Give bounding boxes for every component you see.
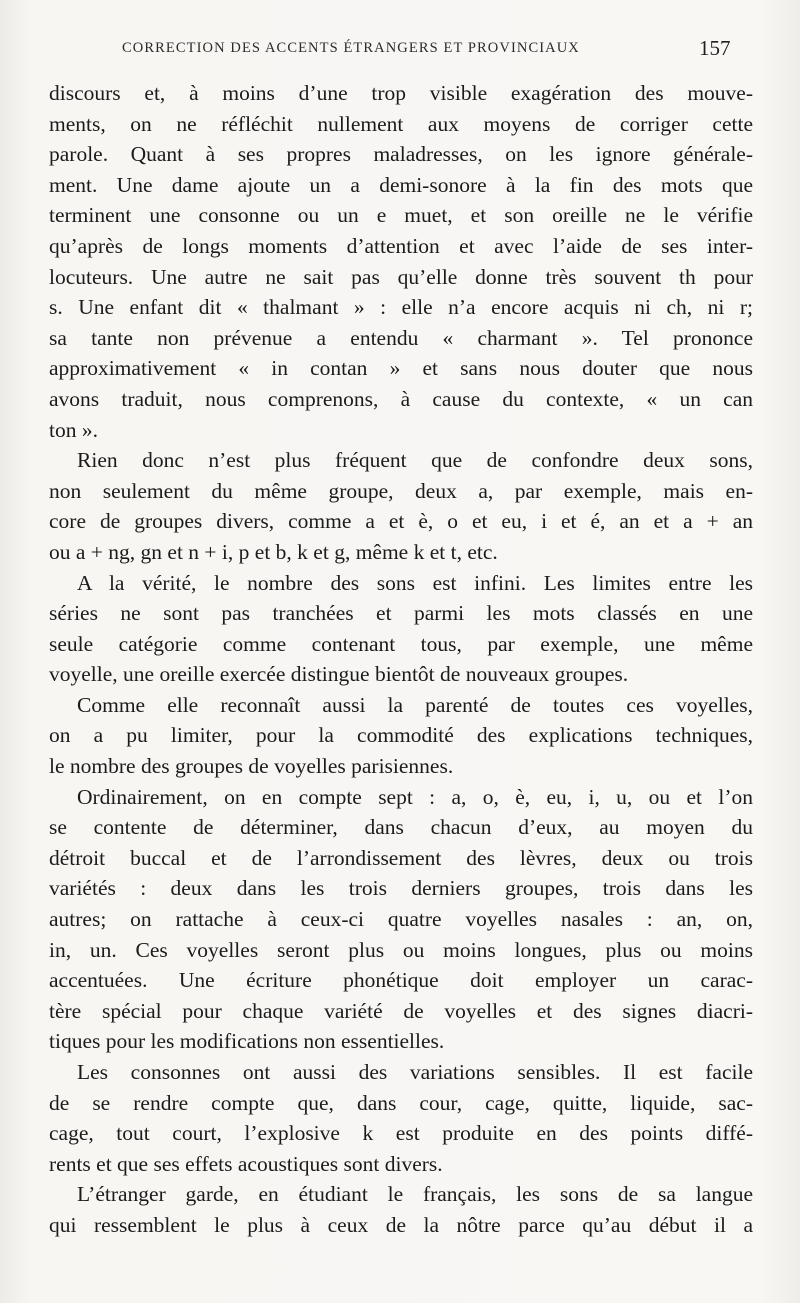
text-line: voyelle, une oreille exercée distingue bientôt de nouveaux groupes. bbox=[49, 662, 629, 687]
text-line: locuteurs. Une autre ne sait pas qu’elle donne très souvent th pour bbox=[49, 264, 753, 289]
text-line: séries ne sont pas tranchées et parmi les mots classés en une bbox=[49, 601, 753, 626]
text-line: Les consonnes ont aussi des variations sensibles. Il est facile bbox=[77, 1060, 753, 1084]
text-line: sa tante non prévenue a entendu « charmant ». Tel prononce bbox=[49, 325, 753, 350]
text-line: accentuées. Une écriture phonétique doit employer un carac- bbox=[49, 968, 753, 993]
text-line: de se rendre compte que, dans cour, cage, quitte, liquide, sac- bbox=[49, 1090, 753, 1115]
body-text bbox=[49, 78, 753, 1241]
text-line: parole. Quant à ses propres maladresses, on les ignore générale- bbox=[49, 142, 753, 167]
text-line: avons traduit, nous comprenons, à cause du contexte, « un can bbox=[49, 386, 753, 411]
text-line: tiques pour les modifications non essentielles. bbox=[49, 1029, 445, 1054]
text-line: ou a + ng, gn et n + i, p et b, k et g, même k et t, etc. bbox=[49, 539, 498, 564]
text-line: autres; on rattache à ceux-ci quatre voyelles nasales : an, on, bbox=[49, 907, 753, 932]
text-line: ments, on ne réfléchit nullement aux moyens de corriger cette bbox=[49, 111, 753, 136]
text-line: se contente de déterminer, dans chacun d’eux, au moyen du bbox=[49, 815, 753, 840]
text-line: le nombre des groupes de voyelles parisiennes. bbox=[49, 754, 454, 779]
text-line: discours et, à moins d’une trop visible exagération des mouve- bbox=[49, 81, 753, 105]
text-line: on a pu limiter, pour la commodité des explications techniques, bbox=[49, 723, 753, 748]
text-line: tère spécial pour chaque variété de voyelles et des signes diacri- bbox=[49, 998, 753, 1023]
text-line: seule catégorie comme contenant tous, par exemple, une même bbox=[49, 631, 753, 656]
text-line: ment. Une dame ajoute un a demi-sonore à la fin des mots que bbox=[49, 172, 753, 197]
text-line: in, un. Ces voyelles seront plus ou moins longues, plus ou moins bbox=[49, 937, 753, 962]
text-line: cage, tout court, l’explosive k est produite en des points diffé- bbox=[49, 1121, 753, 1146]
text-line: détroit buccal et de l’arrondissement des lèvres, deux ou trois bbox=[49, 845, 753, 870]
text-line: L’étranger garde, en étudiant le français, les sons de sa langue bbox=[77, 1182, 753, 1207]
text-line: non seulement du même groupe, deux a, par exemple, mais en- bbox=[49, 478, 753, 503]
text-line: qu’après de longs moments d’attention et avec l’aide de ses inter- bbox=[49, 233, 753, 258]
text-line: approximativement « in contan » et sans nous douter que nous bbox=[49, 356, 753, 381]
text-line: terminent une consonne ou un e muet, et son oreille ne le vérifie bbox=[49, 203, 753, 228]
text-line: Rien donc n’est plus fréquent que de confondre deux sons, bbox=[77, 448, 753, 473]
text-line: qui ressemblent le plus à ceux de la nôtre parce qu’au début il a bbox=[49, 1212, 753, 1237]
page-header bbox=[0, 36, 800, 64]
text-line: s. Une enfant dit « thalmant » : elle n’a encore acquis ni ch, ni r; bbox=[49, 295, 753, 320]
text-line: rents et que ses effets acoustiques sont divers. bbox=[49, 1151, 443, 1176]
text-line: A la vérité, le nombre des sons est infini. Les limites entre les bbox=[77, 570, 753, 595]
text-line: Comme elle reconnaît aussi la parenté de toutes ces voyelles, bbox=[77, 692, 753, 717]
text-line: ton ». bbox=[49, 417, 98, 442]
text-line: core de groupes divers, comme a et è, o et eu, i et é, an et a + an bbox=[49, 509, 753, 534]
page-number: 157 bbox=[699, 36, 731, 60]
text-line: variétés : deux dans les trois derniers groupes, trois dans les bbox=[49, 876, 753, 901]
text-line: Ordinairement, on en compte sept : a, o, è, eu, i, u, ou et l’on bbox=[77, 784, 753, 809]
running-title: CORRECTION DES ACCENTS ÉTRANGERS ET PROVINCIAUX bbox=[122, 40, 580, 56]
